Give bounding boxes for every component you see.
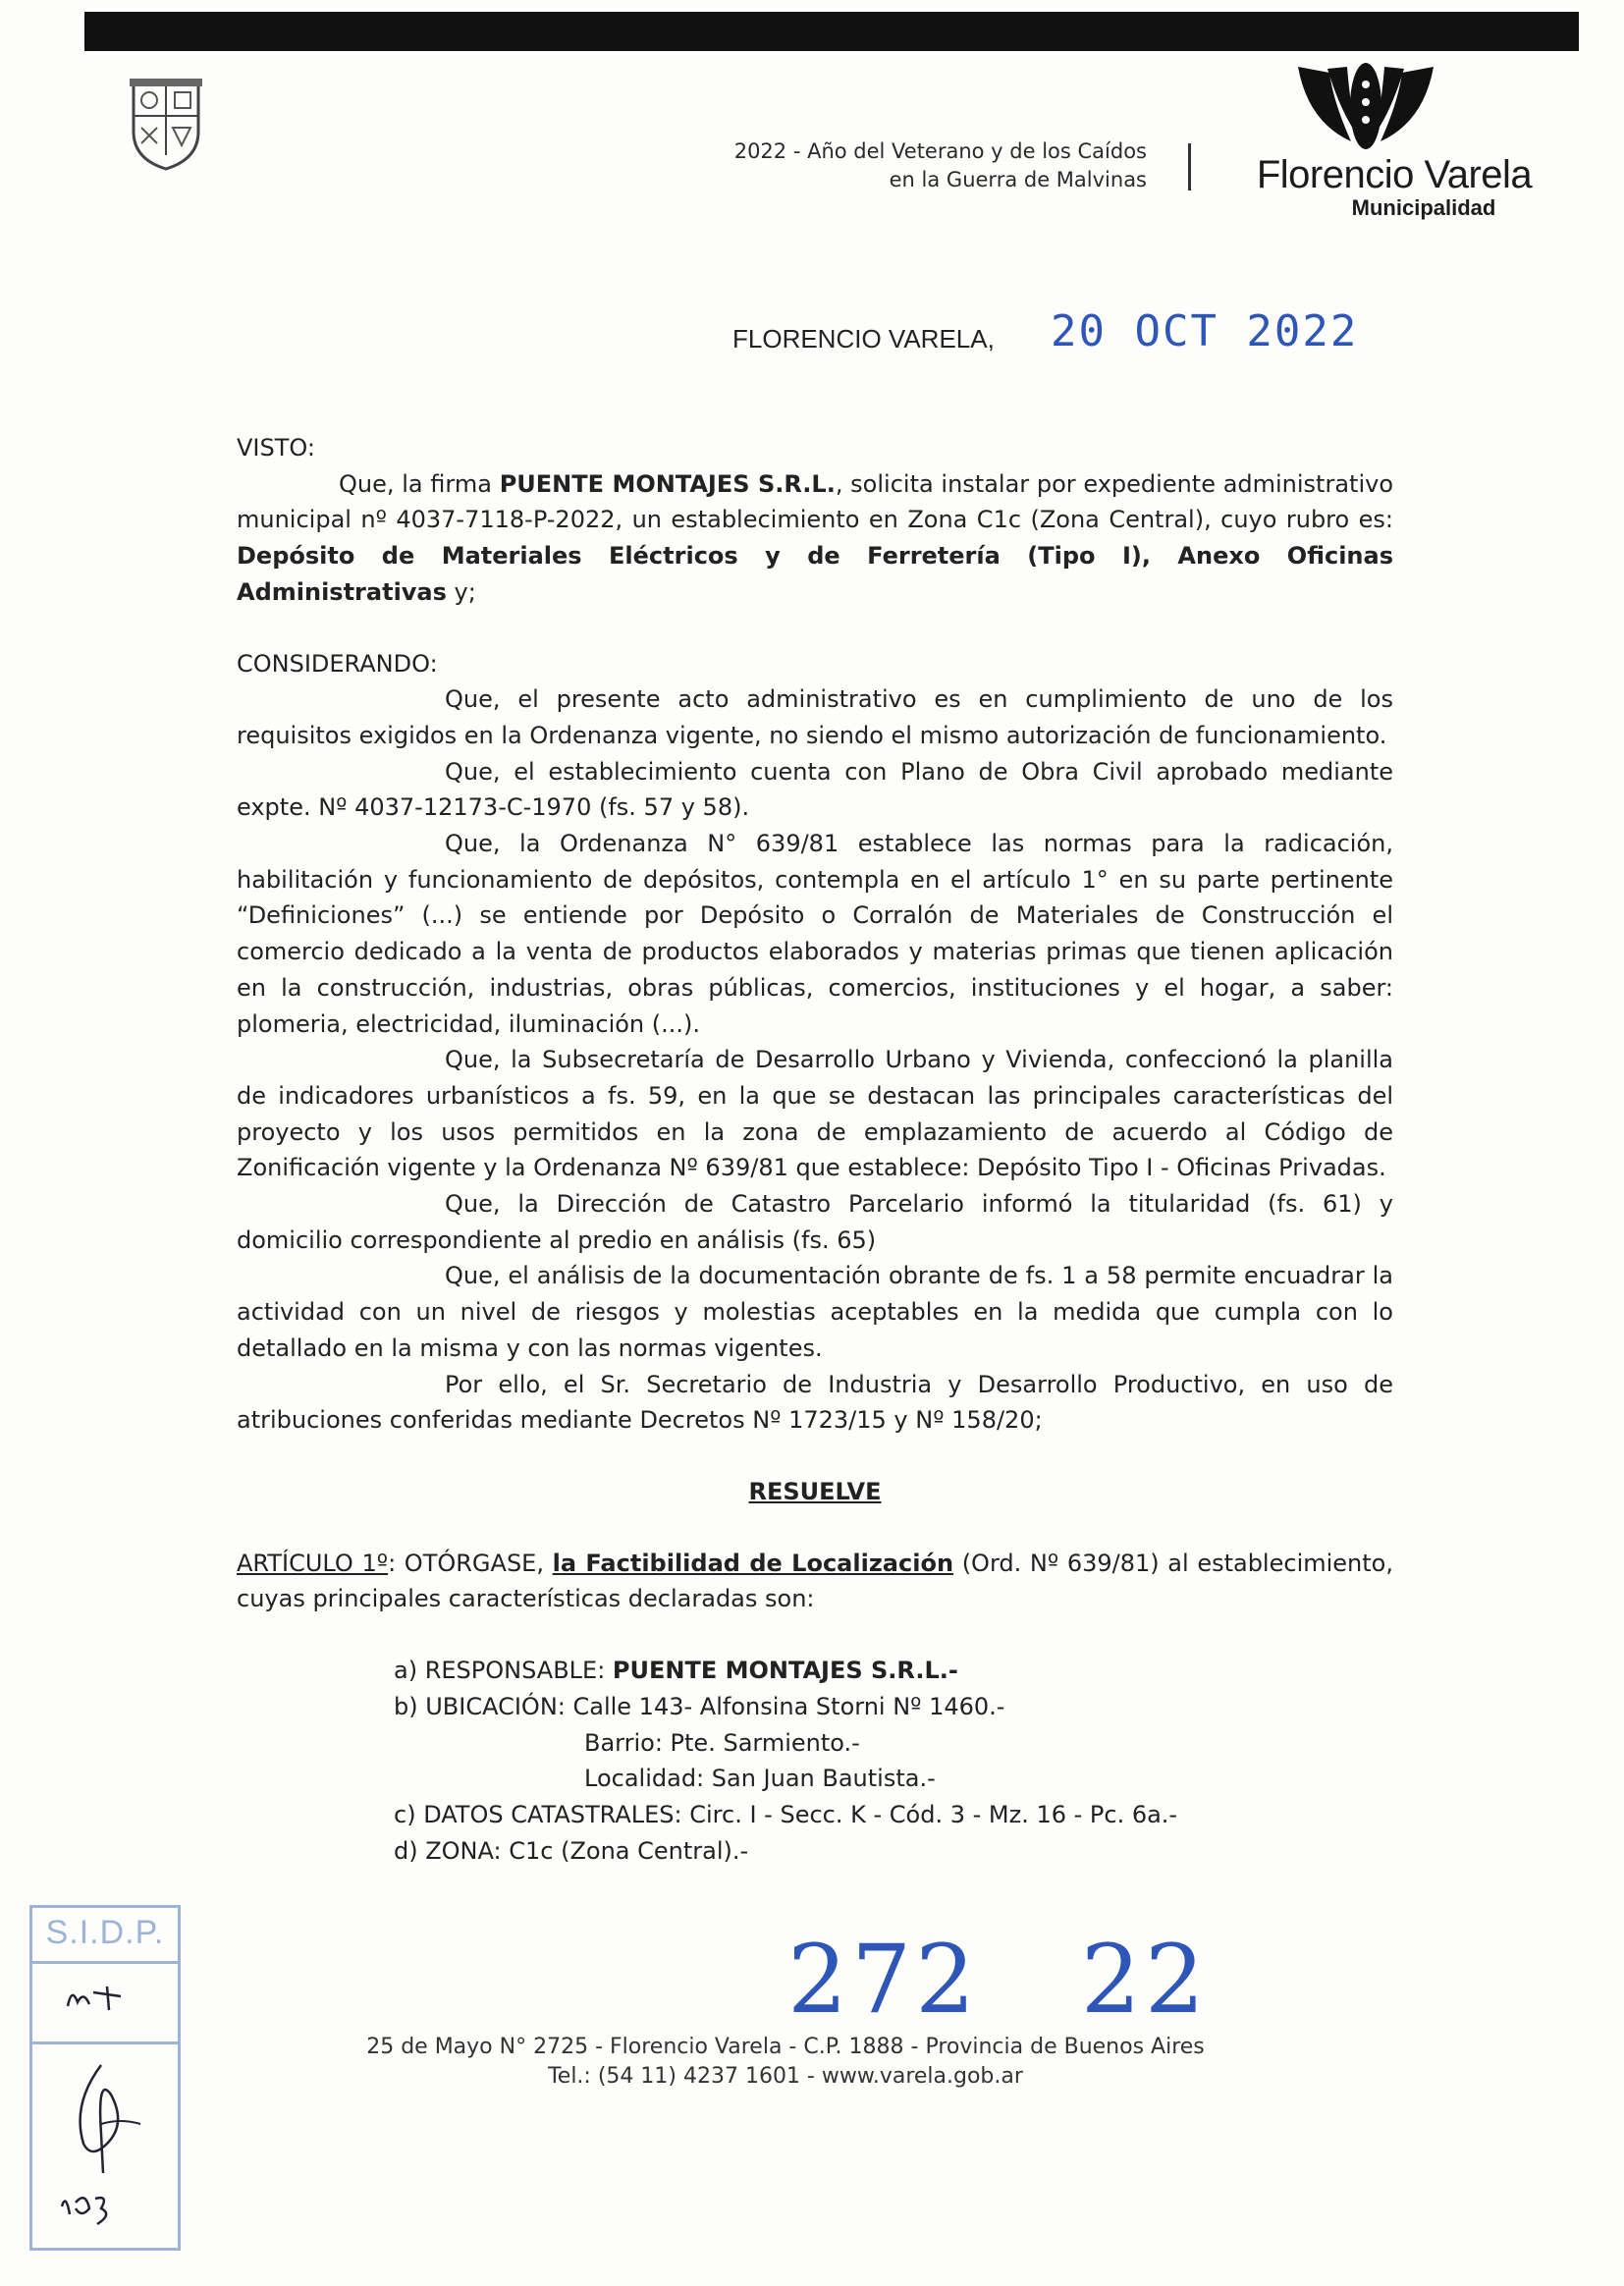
considerando-paragraph-2: Que, el establecimiento cuenta con Plano de Obra Civil aprobado mediante expte. Nº 4037-12173-C-1970 (fs. 57 y 58). <box>237 757 1393 822</box>
coat-of-arms-icon <box>128 77 204 173</box>
considerando-paragraph-3: Que, la Ordenanza N° 639/81 establece las normas para la radicación, habilitación y funcionamiento de depósitos, contempla en el artículo 1° en su parte pertinente “Definiciones” (...) se entiende por Depósito o Corralón de Materiales de Construcción el comercio dedicado a la venta de productos elaborados y materias primas que tienen aplicación en la construcción, industrias, obras públicas, comercios, instituciones y el hogar, a saber: plomeria, electricidad, iluminación (...). <box>237 830 1393 1038</box>
firm-name: PUENTE MONTAJES S.R.L. <box>499 469 836 498</box>
spacer <box>237 611 1393 646</box>
sidp-label: S.I.D.P. <box>45 1914 165 1951</box>
footer-address <box>295 2033 1276 2092</box>
visto-text-c: y; <box>446 577 476 606</box>
item-datos-catastrales: c) DATOS CATASTRALES: Circ. I - Secc. K - Cód. 3 - Mz. 16 - Pc. 6a.- <box>394 1800 1178 1828</box>
visto-paragraph <box>237 466 1393 611</box>
document-body <box>237 430 1393 1869</box>
spacer <box>237 1510 1393 1546</box>
brand-name: Florencio Varela <box>1256 153 1533 196</box>
articulo-text-b: (Ord. Nº 639/81) al establecimiento, cuyas principales características declaradas son: <box>237 1549 1393 1613</box>
sidp-stamp <box>29 1905 181 2251</box>
spacer <box>237 1617 1393 1653</box>
municipality-brand <box>1208 153 1581 220</box>
visto-text-a: Que, la firma <box>339 469 500 498</box>
resolution-number-stamp: 272 22 <box>787 1925 1209 2035</box>
item-a-label: a) RESPONSABLE: <box>394 1657 613 1685</box>
visto-text-b: , solicita instalar por expediente administrativo municipal nº 4037-7118-P-2022, un establecimiento en Zona C1c (Zona Central), cuyo rubro es: <box>237 469 1394 534</box>
characteristics-list <box>394 1653 1393 1869</box>
header-divider <box>1188 143 1191 190</box>
considerando-paragraph-6: Que, el análisis de la documentación obrante de fs. 1 a 58 permite encuadrar la actividad con un nivel de riesgos y molestias aceptables en la medida que cumpla con lo detallado en la misma y con las normas vigentes. <box>237 1262 1393 1362</box>
rubro-text: Depósito de Materiales Eléctricos y de Ferretería (Tipo I), Anexo Oficinas Administrativas <box>237 542 1393 606</box>
considerando-paragraph-7: Por ello, el Sr. Secretario de Industria y Desarrollo Productivo, en uso de atribuciones conferidas mediante Decretos Nº 1723/15 y Nº 158/20; <box>237 1370 1393 1435</box>
item-barrio: Barrio: Pte. Sarmiento.- <box>584 1728 860 1757</box>
top-black-bar <box>84 12 1579 51</box>
motto-line-1: 2022 - Año del Veterano y de los Caídos <box>733 139 1147 163</box>
visto-heading: VISTO: <box>237 434 315 462</box>
articulo-1 <box>237 1546 1393 1617</box>
considerando-paragraph-5: Que, la Dirección de Catastro Parcelario informó la titularidad (fs. 61) y domicilio correspondiente al predio en análisis (fs. 65) <box>237 1190 1393 1254</box>
resuelve-heading: RESUELVE <box>748 1477 882 1505</box>
item-localidad: Localidad: San Juan Bautista.- <box>584 1765 936 1793</box>
date-stamp: 20 OCT 2022 <box>1051 306 1359 356</box>
item-ubicacion: b) UBICACIÓN: Calle 143- Alfonsina Storni Nº 1460.- <box>394 1692 1005 1720</box>
dateline-place: FLORENCIO VARELA, <box>732 324 995 354</box>
articulo-text-a: : OTÓRGASE, <box>388 1549 553 1577</box>
factibilidad-text: la Factibilidad de Localización <box>552 1549 954 1577</box>
item-zona: d) ZONA: C1c (Zona Central).- <box>394 1836 749 1865</box>
footer-line-1: 25 de Mayo N° 2725 - Florencio Varela - C.P. 1888 - Provincia de Buenos Aires <box>366 2035 1205 2059</box>
considerando-paragraph-1: Que, el presente acto administrativo es en cumplimiento de uno de los requisitos exigidos en la Ordenanza vigente, no siendo el mismo autorización de funcionamiento. <box>237 685 1393 749</box>
brand-subtitle: Municipalidad <box>1351 195 1496 220</box>
handwritten-signature-icon <box>32 1908 178 2248</box>
articulo-label: ARTÍCULO 1º <box>237 1549 389 1577</box>
considerando-paragraph-4: Que, la Subsecretaría de Desarrollo Urbano y Vivienda, confeccionó la planilla de indicadores urbanísticos a fs. 59, en la que se destacan las principales características del proyecto y los usos permitidos en la zona de emplazamiento de acuerdo al Código de Zonificación vigente y la Ordenanza Nº 639/81 que establece: Depósito Tipo I - Oficinas Privadas. <box>237 1046 1393 1182</box>
item-a-value: PUENTE MONTAJES S.R.L.- <box>612 1657 958 1685</box>
municipality-logo-icon <box>1294 63 1437 157</box>
motto-line-2: en la Guerra de Malvinas <box>889 168 1147 191</box>
considerando-heading: CONSIDERANDO: <box>237 649 438 678</box>
commemorative-motto <box>628 137 1147 194</box>
spacer <box>237 1439 1393 1474</box>
footer-line-2: Tel.: (54 11) 4237 1601 - www.varela.gob.ar <box>548 2064 1023 2089</box>
item-responsable <box>394 1653 1393 1689</box>
